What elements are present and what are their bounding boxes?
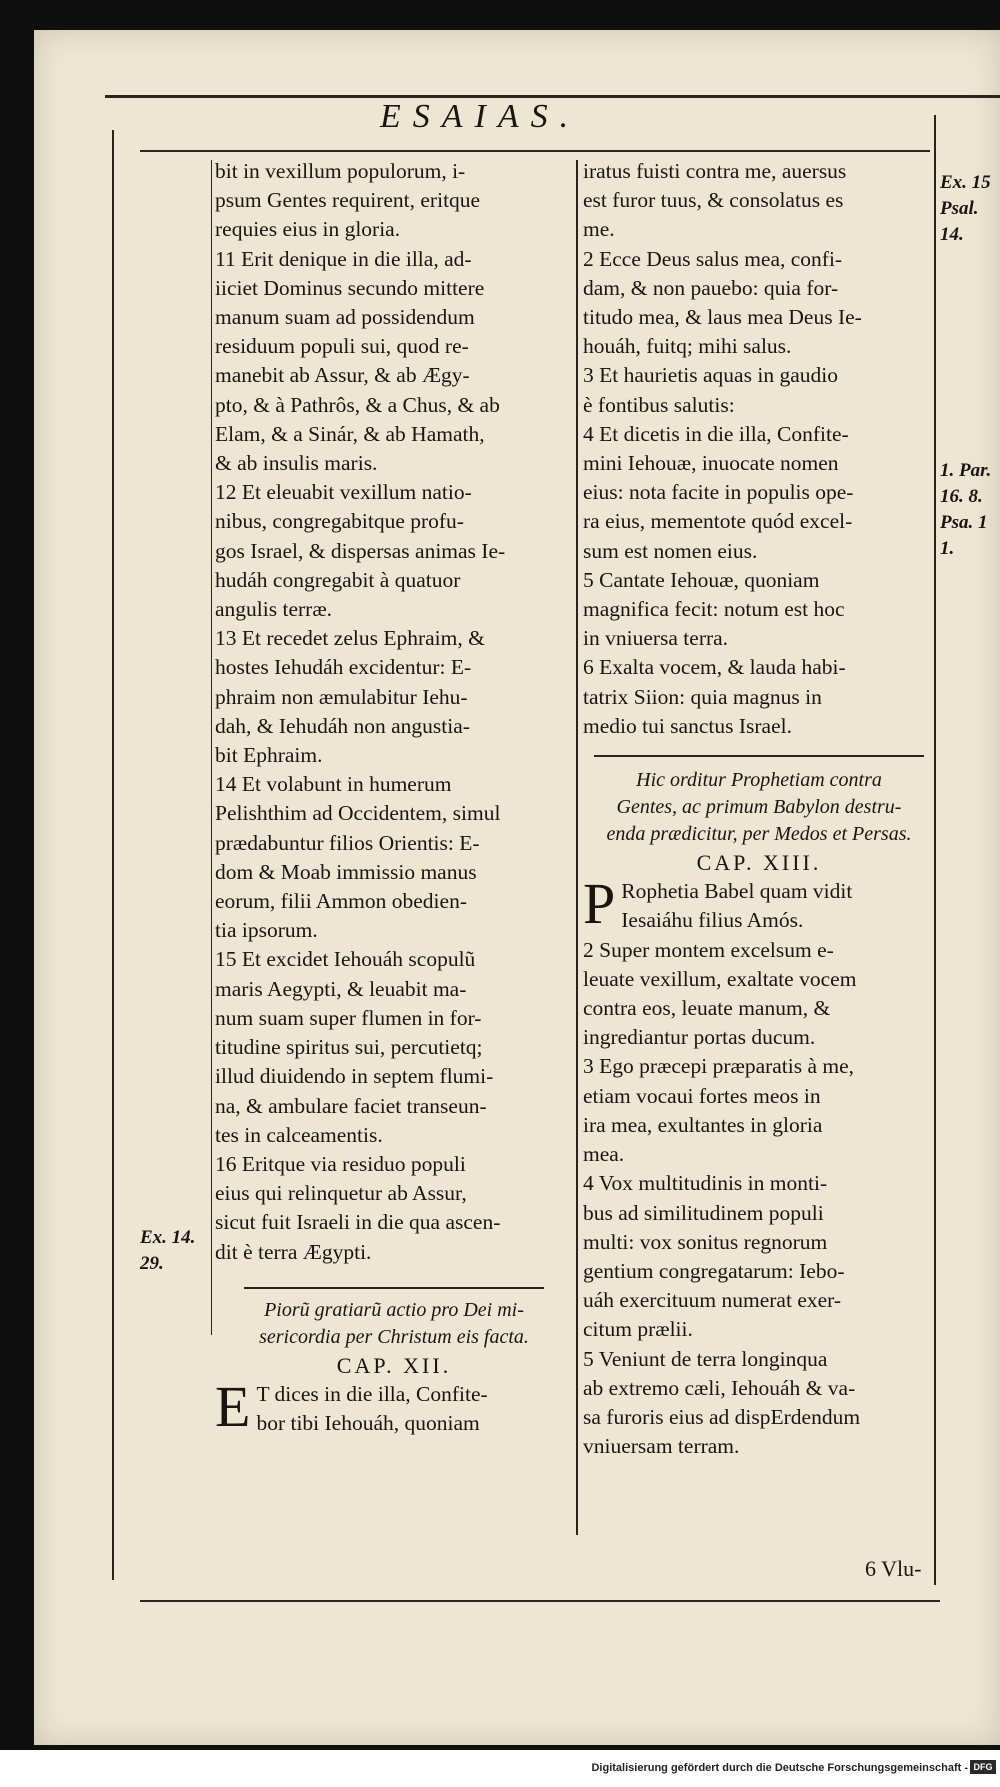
text-line: eorum, filii Ammon obedien- <box>215 889 467 914</box>
text-line: dit è terra Ægypti. <box>215 1239 372 1264</box>
right-text-column <box>583 157 935 1461</box>
inner-left-rule <box>211 160 212 1335</box>
text-line: iratus fuisti contra me, auersus <box>583 159 847 183</box>
text-line: sa furoris eius ad dispErdendum <box>583 1404 861 1429</box>
drop-cap: P <box>583 871 616 937</box>
text-line: tes in calceamentis. <box>215 1122 383 1147</box>
section-rule <box>594 755 924 757</box>
margin-note-line: Ex. 15 <box>940 172 991 193</box>
margin-note-line: 29. <box>140 1253 164 1274</box>
text-line: leuate vexillum, exaltate vocem <box>583 966 857 991</box>
section-rule <box>244 1287 544 1289</box>
text-line: phraim non æmulabitur Iehu- <box>215 684 468 709</box>
text-line: prædabuntur filios Orientis: E- <box>215 830 480 855</box>
chapter-opening <box>583 871 935 937</box>
text-line: dam, & non pauebo: quia for- <box>583 275 839 300</box>
text-line: nibus, congregabitque profu- <box>215 509 464 534</box>
catchword: 6 Vlu- <box>865 1556 922 1581</box>
column-divider-rule <box>576 160 578 1535</box>
text-line: uáh exercituum numerat exer- <box>583 1288 842 1313</box>
text-line: bus ad similitudinem populi <box>583 1200 824 1225</box>
text-line: citum prælii. <box>583 1317 693 1342</box>
text-line: medio tui sanctus Israel. <box>583 713 792 738</box>
text-line: num suam super flumen in for- <box>215 1005 482 1030</box>
text-line: 2 Super montem excelsum e- <box>583 937 834 962</box>
text-line: illud diuidendo in septem flumi- <box>215 1064 494 1089</box>
chapter-summary-line: enda prædicitur, per Medos et Persas. <box>606 823 912 846</box>
chapter-summary-line: Piorũ gratiarũ actio pro Dei mi- <box>264 1298 524 1321</box>
digitization-footer <box>0 1750 1000 1787</box>
text-line: na, & ambulare faciet transeun- <box>215 1093 487 1118</box>
text-line: gos Israel, & dispersas animas Ie- <box>215 538 506 563</box>
margin-note-line: 1. Par. <box>940 460 992 481</box>
margin-note-line: 14. <box>940 224 964 245</box>
text-line: titudo mea, & laus mea Deus Ie- <box>583 305 862 330</box>
text-line: bit Ephraim. <box>215 743 323 768</box>
text-line: T dices in die illa, Confite- <box>256 1381 488 1406</box>
text-line: contra eos, leuate manum, & <box>583 996 831 1021</box>
header-bottom-rule <box>140 150 930 152</box>
text-line: etiam vocaui fortes meos in <box>583 1083 821 1108</box>
text-line: psum Gentes requirent, eritque <box>215 188 481 213</box>
text-line: 16 Eritque via residuo populi <box>215 1151 466 1176</box>
text-line: eius: nota facite in populis ope- <box>583 480 854 505</box>
text-line: 4 Vox multitudinis in monti- <box>583 1171 828 1196</box>
text-line: hudáh congregabit à quatuor <box>215 567 461 592</box>
text-line: mini Iehouæ, inuocate nomen <box>583 451 839 476</box>
text-line: houáh, fuitq; mihi salus. <box>583 334 792 359</box>
text-line: 2 Ecce Deus salus mea, confi- <box>583 246 843 271</box>
text-line: dah, & Iehudáh non angustia- <box>215 713 470 738</box>
text-line: iiciet Dominus secundo mittere <box>215 275 485 300</box>
text-line: est furor tuus, & consolatus es <box>583 188 844 213</box>
text-line: dom & Moab immissio manus <box>215 859 477 884</box>
text-line: tia ipsorum. <box>215 918 318 943</box>
text-line: manebit ab Assur, & ab Ægy- <box>215 363 470 388</box>
chapter-summary-line: Hic orditur Prophetiam contra <box>636 769 882 792</box>
margin-note-line: 1. <box>940 538 955 559</box>
chapter-summary-line: Gentes, ac primum Babylon destru- <box>616 796 902 819</box>
text-line: mea. <box>583 1142 625 1167</box>
text-line: bit in vexillum populorum, i- <box>215 159 466 183</box>
text-line: 6 Exalta vocem, & lauda habi- <box>583 655 846 680</box>
text-line: 3 Et haurietis aquas in gaudio <box>583 363 838 388</box>
text-line: 3 Ego præcepi præparatis à me, <box>583 1054 855 1079</box>
text-line: tatrix Siion: quia magnus in <box>583 684 822 709</box>
margin-note-left-bottom <box>140 1225 195 1277</box>
margin-note-line: Psa. 1 <box>940 512 988 533</box>
text-line: sicut fuit Israeli in die qua ascen- <box>215 1210 501 1235</box>
margin-note-right-top <box>940 170 991 248</box>
left-text-column <box>215 157 573 1438</box>
text-line: titudine spiritus sui, percutietq; <box>215 1035 483 1060</box>
margin-note-line: Psal. <box>940 198 979 219</box>
text-line: pto, & à Pathrôs, & a Chus, & ab <box>215 392 500 417</box>
chapter-heading: CAP. XIII. <box>696 850 822 876</box>
dfg-logo: DFG <box>970 1760 996 1774</box>
margin-note-line: 16. 8. <box>940 486 983 507</box>
text-line: 5 Cantate Iehouæ, quoniam <box>583 567 820 592</box>
text-line: residuum populi sui, quod re- <box>215 334 469 359</box>
text-line: multi: vox sonitus regnorum <box>583 1229 828 1254</box>
text-line: angulis terræ. <box>215 597 333 622</box>
text-line: bor tibi Iehouáh, quoniam <box>256 1411 480 1436</box>
text-line: manum suam ad possidendum <box>215 305 475 330</box>
left-frame-rule <box>112 130 114 1580</box>
chapter-heading: CAP. XII. <box>336 1352 452 1378</box>
text-line: & ab insulis maris. <box>215 451 378 476</box>
text-line: 15 Et excidet Iehouáh scopulũ <box>215 947 476 972</box>
text-line: me. <box>583 217 615 242</box>
text-line: requies eius in gloria. <box>215 217 401 242</box>
text-line: Iesaiáhu filius Amós. <box>621 908 804 933</box>
text-line: in vniuersa terra. <box>583 626 729 651</box>
text-line: maris Aegypti, & leuabit ma- <box>215 976 467 1001</box>
text-line: 11 Erit denique in die illa, ad- <box>215 246 472 271</box>
text-line: 13 Et recedet zelus Ephraim, & <box>215 626 485 651</box>
text-line: magnifica fecit: notum est hoc <box>583 597 845 622</box>
chapter-opening <box>215 1373 573 1439</box>
text-line: hostes Iehudáh excidentur: E- <box>215 655 472 680</box>
text-line: è fontibus salutis: <box>583 392 735 417</box>
footer-credit: Digitalisierung gefördert durch die Deutsche Forschungsgemeinschaft - <box>591 1762 968 1774</box>
text-line: 4 Et dicetis in die illa, Confite- <box>583 421 849 446</box>
text-line: ab extremo cæli, Iehouáh & va- <box>583 1375 856 1400</box>
text-line: ra eius, mementote quód excel- <box>583 509 853 534</box>
running-head: ESAIAS. <box>380 98 581 135</box>
chapter-summary-line: sericordia per Christum eis facta. <box>259 1325 529 1348</box>
text-line: Elam, & a Sinár, & ab Hamath, <box>215 421 485 446</box>
footer-rule <box>140 1600 940 1602</box>
text-line: eius qui relinquetur ab Assur, <box>215 1181 467 1206</box>
text-line: 14 Et volabunt in humerum <box>215 772 452 797</box>
text-line: Rophetia Babel quam vidit <box>621 879 853 904</box>
text-line: sum est nomen eius. <box>583 538 758 563</box>
text-line: 12 Et eleuabit vexillum natio- <box>215 480 472 505</box>
text-line: 5 Veniunt de terra longinqua <box>583 1346 828 1371</box>
text-line: Pelishthim ad Occidentem, simul <box>215 801 501 826</box>
text-line: ira mea, exultantes in gloria <box>583 1112 823 1137</box>
drop-cap: E <box>215 1373 251 1439</box>
text-line: vniuersam terram. <box>583 1434 740 1459</box>
text-line: gentium congregatarum: Iebo- <box>583 1258 845 1283</box>
margin-note-line: Ex. 14. <box>140 1227 196 1248</box>
text-line: ingrediantur portas ducum. <box>583 1025 816 1050</box>
margin-note-right-mid <box>940 458 991 562</box>
